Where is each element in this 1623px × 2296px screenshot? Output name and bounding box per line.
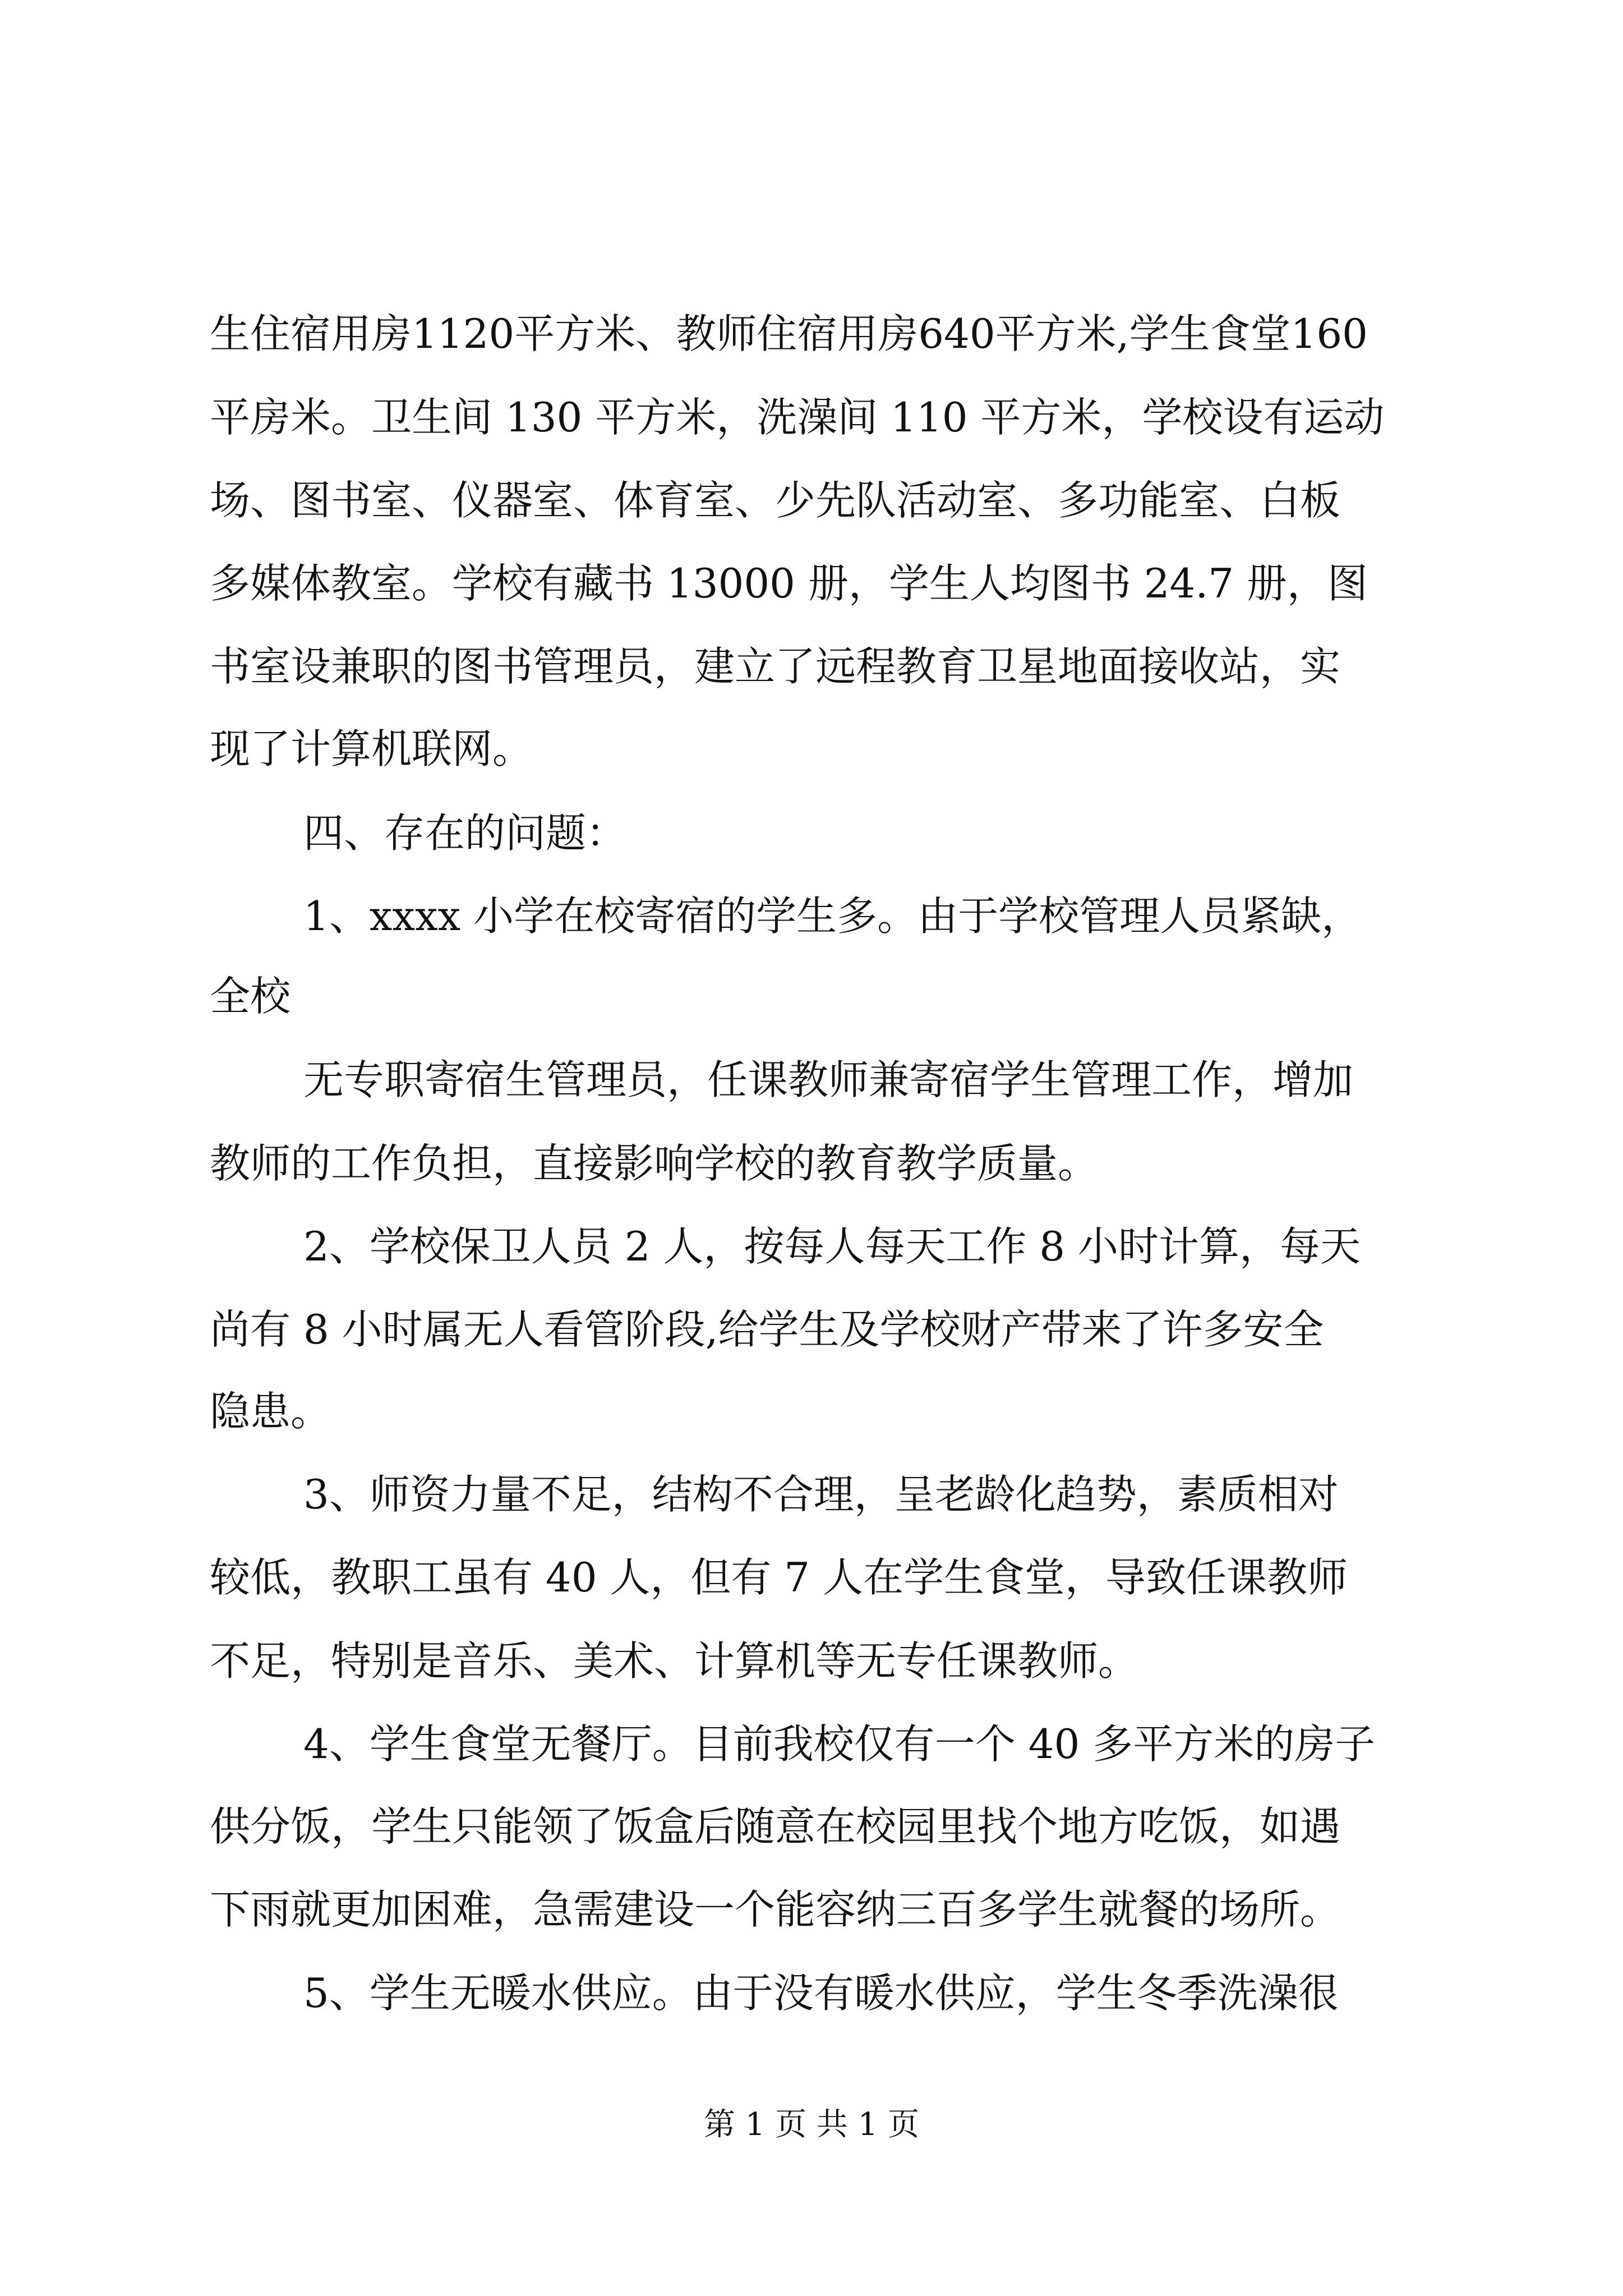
line-text: 不足，特别是音乐、美术、计算机等无专任课教师。 (210, 1637, 1139, 1685)
line-text: 无专职寄宿生管理员，任课教师兼寄宿学生管理工作，增加 (303, 1056, 1354, 1103)
line-text: 全校 (210, 973, 291, 1020)
line-text: 下雨就更加困难，急需建设一个能容纳三百多学生就餐的场所。 (210, 1886, 1341, 1933)
page-footer: 第 1 页 共 1 页 (703, 2106, 920, 2143)
line-text: 多媒体教室。学校有藏书 13000 册，学生人均图书 24.7 册，图 (210, 560, 1368, 607)
line-text: 隐患。 (210, 1388, 331, 1435)
line-text: 2、学校保卫人员 2 人，按每人每天工作 8 小时计算，每天 (303, 1223, 1361, 1270)
line-text: 书室设兼职的图书管理员，建立了远程教育卫星地面接收站，实 (210, 643, 1341, 690)
line-text: 现了计算机联网。 (210, 725, 533, 772)
line-text: 教师的工作负担，直接影响学校的教育教学质量。 (210, 1140, 1099, 1187)
line-text: 1、xxxx 小学在校寄宿的学生多。由于学校管理人员紧缺， (303, 892, 1362, 940)
line-text: 供分饭，学生只能领了饭盒后随意在校园里找个地方吃饭，如遇 (210, 1803, 1341, 1850)
line-text: 尚有 8 小时属无人看管阶段,给学生及学校财产带来了许多安全 (210, 1306, 1324, 1353)
line-text: 生住宿用房1120平方米、教师住宿用房640平方米,学生食堂160 (210, 310, 1368, 357)
heading-text: 四、存在的问题： (303, 809, 627, 857)
line-text: 5、学生无暖水供应。由于没有暖水供应，学生冬季洗澡很 (303, 1970, 1339, 2017)
line-text: 场、图书室、仪器室、体育室、少先队活动室、多功能室、白板 (210, 477, 1341, 524)
line-text: 平房米。卫生间 130 平方米，洗澡间 110 平方米，学校设有运动 (210, 394, 1385, 441)
line-text: 4、学生食堂无餐厅。目前我校仅有一个 40 多平方米的房子 (303, 1720, 1376, 1768)
line-text: 较低，教职工虽有 40 人，但有 7 人在学生食堂，导致任课教师 (210, 1554, 1348, 1601)
line-text: 3、师资力量不足，结构不合理，呈老龄化趋势，素质相对 (303, 1471, 1339, 1518)
